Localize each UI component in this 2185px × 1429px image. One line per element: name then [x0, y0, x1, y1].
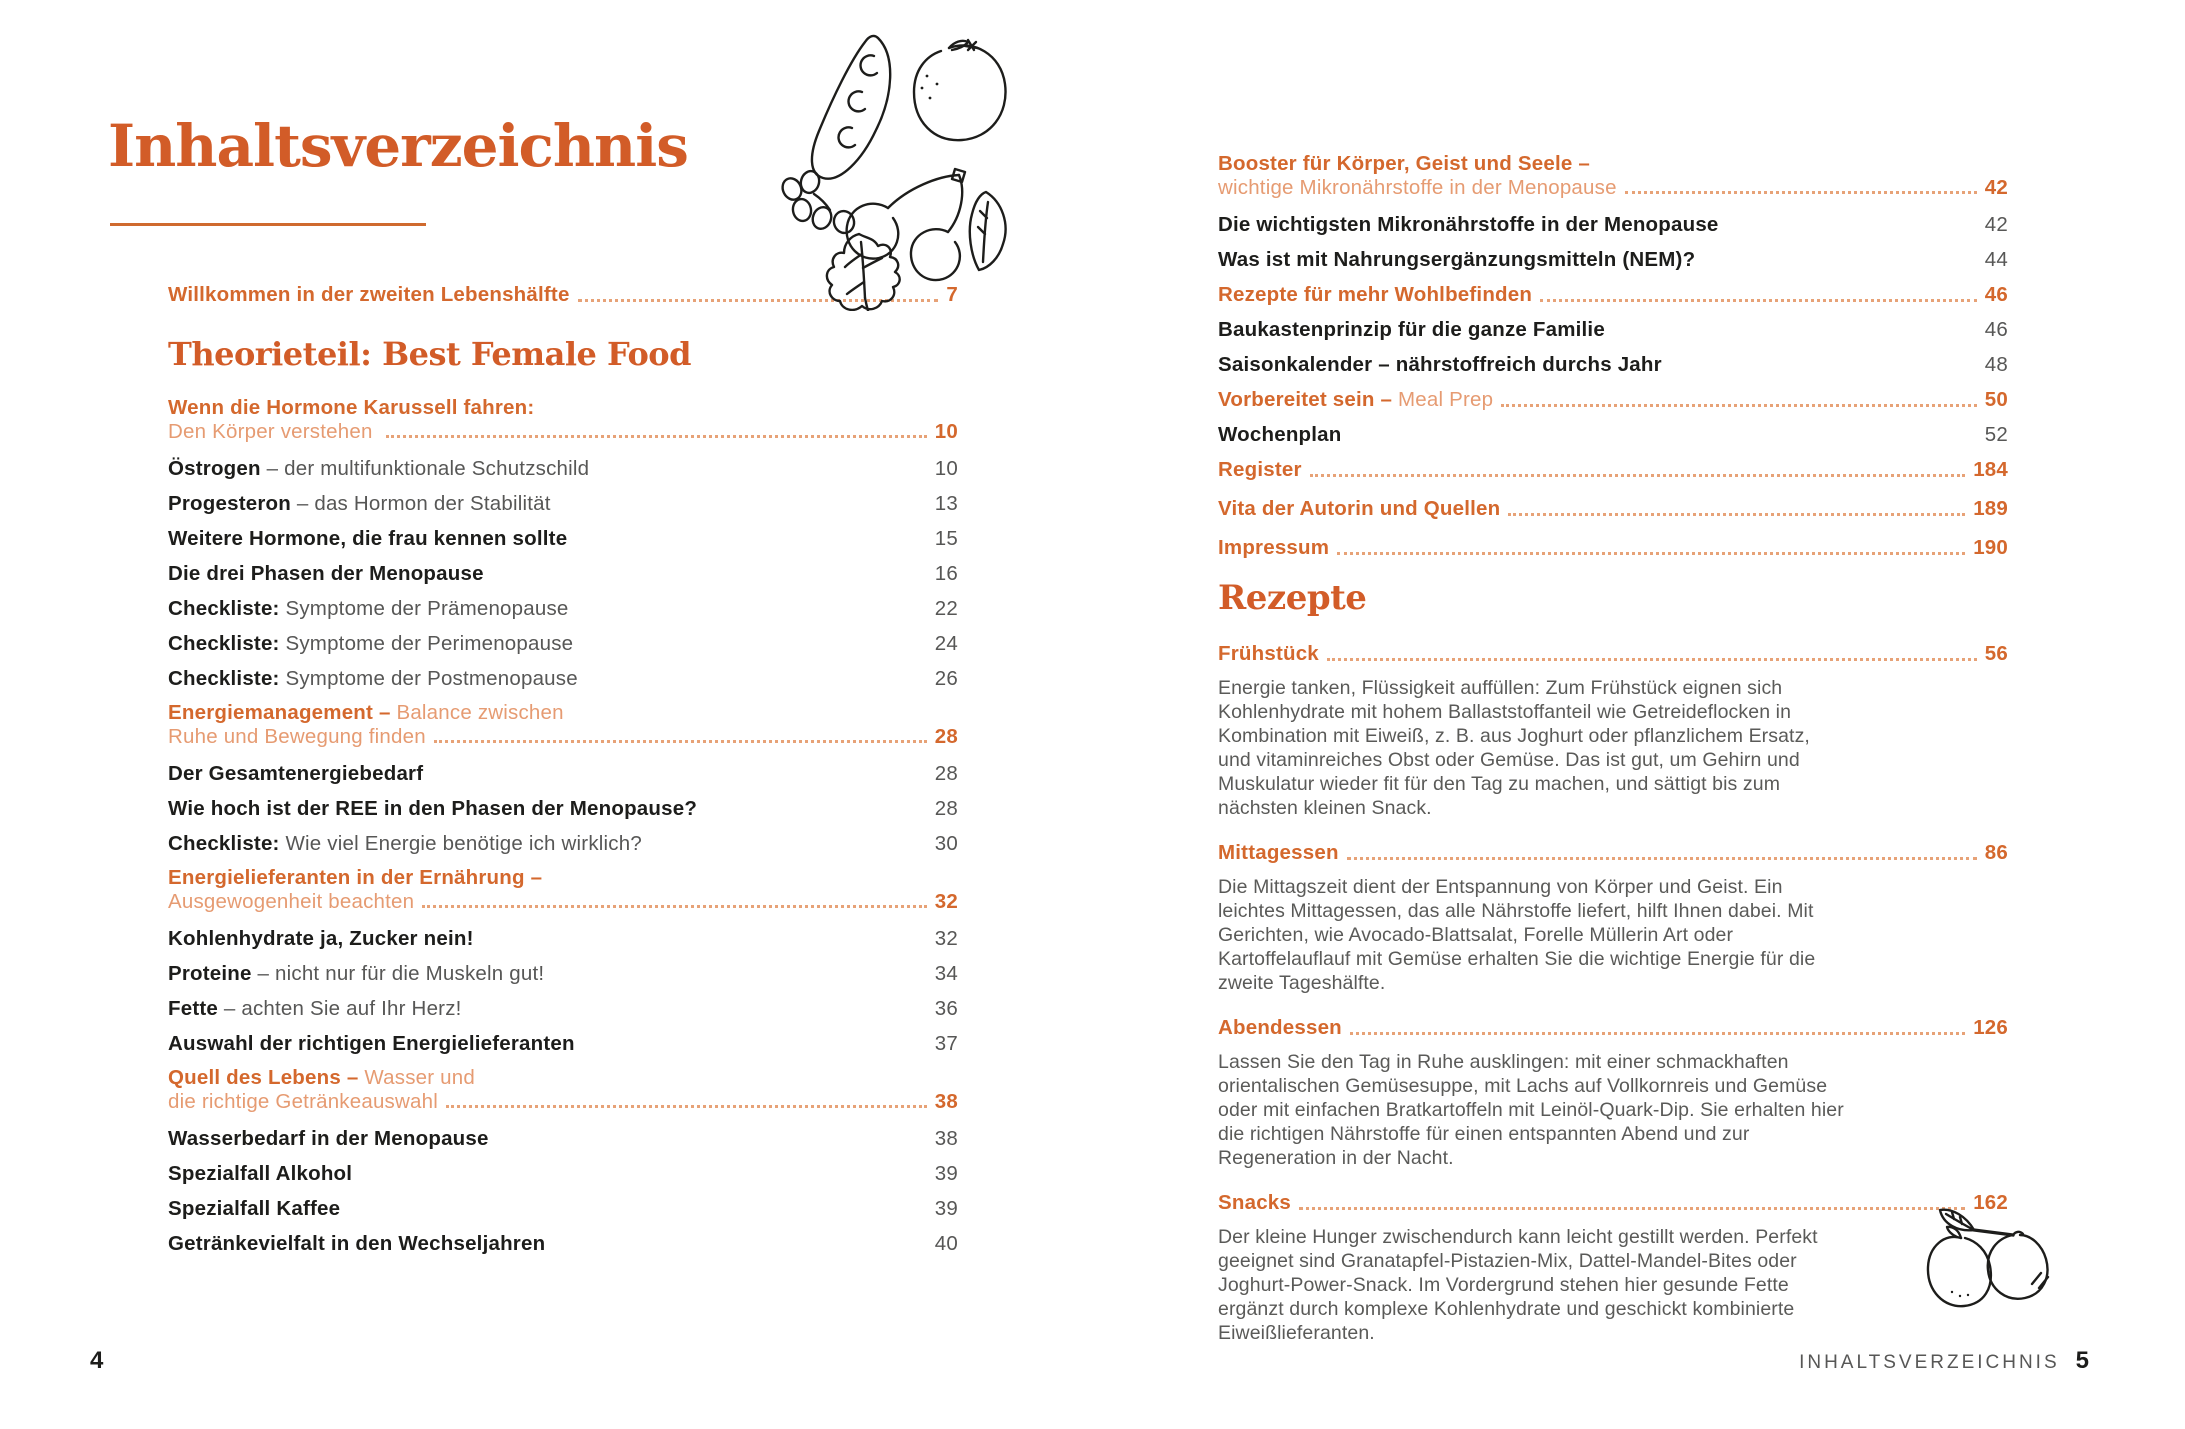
toc-entry-wasserbedarf: Wasserbedarf in der Menopause 38	[168, 1126, 958, 1150]
toc-entry-snacks: Snacks 162	[1218, 1191, 2008, 1214]
footer-chapter-label: INHALTSVERZEICHNIS	[1799, 1352, 2060, 1373]
toc-entry-weitere-hormone: Weitere Hormone, die frau kennen sollte 15	[168, 526, 958, 550]
toc-entry-fruehstueck: Frühstück 56	[1218, 642, 2008, 665]
toc-entry-meal-prep: Vorbereitet sein – Meal Prep 50	[1218, 388, 2008, 411]
toc-entry-ostrogen: Östrogen – der multifunktionale Schutzschild 10	[168, 456, 958, 480]
toc-entry-willkommen: Willkommen in der zweiten Lebenshälfte 7	[168, 282, 958, 306]
toc-entry-checkliste-perimenopause: Checkliste: Symptome der Perimenopause 24	[168, 631, 958, 655]
page-title: Inhaltsverzeichnis	[108, 112, 688, 180]
apples-sketch-icon	[1916, 1200, 2066, 1325]
recipe-block-snacks	[1218, 1190, 2008, 1345]
dot-leader	[434, 740, 927, 743]
toc-entry-spezialfall-kaffee: Spezialfall Kaffee 39	[168, 1196, 958, 1220]
dot-leader	[1501, 404, 1977, 407]
toc-entry-gesamtenergiebedarf: Der Gesamtenergiebedarf 28	[168, 761, 958, 785]
dot-leader	[386, 435, 926, 438]
toc-entry-abendessen: Abendessen 126	[1218, 1016, 2008, 1039]
produce-sketch-icon	[762, 26, 1027, 311]
dot-leader	[1299, 1207, 1965, 1210]
toc-entry-energielieferanten: Energielieferanten in der Ernährung – Ausgewogenheit beachten 32	[168, 865, 958, 913]
toc-entry-wochenplan: Wochenplan 52	[1218, 423, 2008, 446]
recipe-block-abendessen	[1218, 1015, 2008, 1170]
dot-leader	[446, 1105, 927, 1108]
dot-leader	[1350, 1032, 1965, 1035]
dot-leader	[422, 905, 927, 908]
recipe-description: Lassen Sie den Tag in Ruhe ausklingen: mit einer schmackhaften orientalischen Gemüsesuppe, mit Lachs auf Vollkornreis und Gemüse oder mit einfachen Bratkartoffeln mit Leinöl-Quark-Dip. Sie erhalten hier die richtigen Nährstoffe für einen entspannten Abend und zur Regeneration in der Nacht.	[1218, 1051, 1844, 1169]
toc-entry-wichtigste-mikronaehrstoffe: Die wichtigsten Mikronährstoffe in der Menopause 42	[1218, 213, 2008, 236]
toc-entry-fette: Fette – achten Sie auf Ihr Herz! 36	[168, 996, 958, 1020]
recipe-description: Energie tanken, Flüssigkeit auffüllen: Zum Frühstück eignen sich Kohlenhydrate mit hohem Ballaststoffanteil wie Getreideflocken in Kombination mit Eiweiß, z. B. aus Joghurt oder pflanzlichem Ersatz, und vitaminreiches Obst oder Gemüse. Das ist gut, um Gehirn und Muskulatur wieder fit für den Tag zu machen, und sättigt bis zum nächsten kleinen Snack.	[1218, 677, 1810, 819]
toc-entry-checkliste-energie: Checkliste: Wie viel Energie benötige ich wirklich? 30	[168, 831, 958, 855]
right-page	[1218, 152, 2008, 1365]
toc-left-column	[168, 282, 958, 1257]
dot-leader	[1540, 299, 1977, 302]
toc-entry-rezepte-wohlbefinden: Rezepte für mehr Wohlbefinden 46	[1218, 283, 2008, 306]
title-underline	[110, 223, 426, 226]
toc-entry-checkliste-praemenopause: Checkliste: Symptome der Prämenopause 22	[168, 596, 958, 620]
dot-leader	[1347, 857, 1977, 860]
toc-entry-mittagessen: Mittagessen 86	[1218, 841, 2008, 864]
toc-entry-getraenkevielfalt: Getränkevielfalt in den Wechseljahren 40	[168, 1231, 958, 1255]
toc-entry-impressum: Impressum 190	[1218, 536, 2008, 559]
dot-leader	[1310, 474, 1966, 477]
toc-entry-register: Register 184	[1218, 458, 2008, 481]
toc-entry-progesteron: Progesteron – das Hormon der Stabilität 13	[168, 491, 958, 515]
footer-right	[1799, 1347, 2089, 1375]
toc-entry-ree-phasen: Wie hoch ist der REE in den Phasen der Menopause? 28	[168, 796, 958, 820]
toc-entry-booster: Booster für Körper, Geist und Seele – wichtige Mikronährstoffe in der Menopause 42	[1218, 152, 2008, 199]
toc-entry-saisonkalender: Saisonkalender – nährstoffreich durchs Jahr 48	[1218, 353, 2008, 376]
toc-entry-vita-autorin: Vita der Autorin und Quellen 189	[1218, 497, 2008, 520]
recipe-block-fruehstueck	[1218, 641, 2008, 820]
toc-entry-drei-phasen: Die drei Phasen der Menopause 16	[168, 561, 958, 585]
toc-entry-checkliste-postmenopause: Checkliste: Symptome der Postmenopause 26	[168, 666, 958, 690]
toc-entry-proteine: Proteine – nicht nur für die Muskeln gut! 34	[168, 961, 958, 985]
page-number-left: 4	[90, 1347, 104, 1374]
dot-leader	[1337, 552, 1965, 555]
recipe-description: Der kleine Hunger zwischendurch kann leicht gestillt werden. Perfekt geeignet sind Granatapfel-Pistazien-Mix, Dattel-Mandel-Bites oder Joghurt-Power-Snack. Im Vordergrund stehen hier gesunde Fette ergänzt durch komplexe Kohlenhydrate und geschickt kombinierte Eiweißlieferanten.	[1218, 1226, 1818, 1344]
toc-entry-quell-des-lebens: Quell des Lebens – Wasser und die richtige Getränkeauswahl 38	[168, 1065, 958, 1113]
section-heading-rezepte: Rezepte	[1218, 578, 1367, 618]
toc-entry-spezialfall-alkohol: Spezialfall Alkohol 39	[168, 1161, 958, 1185]
toc-entry-auswahl-energielieferanten: Auswahl der richtigen Energielieferanten 37	[168, 1031, 958, 1055]
toc-entry-kohlenhydrate: Kohlenhydrate ja, Zucker nein! 32	[168, 926, 958, 950]
toc-entry-baukastenprinzip: Baukastenprinzip für die ganze Familie 46	[1218, 318, 2008, 341]
dot-leader	[1625, 191, 1977, 194]
dot-leader	[1327, 658, 1977, 661]
recipe-block-mittagessen	[1218, 840, 2008, 995]
toc-entry-nem: Was ist mit Nahrungsergänzungsmitteln (NEM)? 44	[1218, 248, 2008, 271]
toc-entry-hormone-karussell: Wenn die Hormone Karussell fahren: Den Körper verstehen 10	[168, 395, 958, 443]
toc-entry-energiemanagement: Energiemanagement – Balance zwischen Ruhe und Bewegung finden 28	[168, 700, 958, 748]
recipe-description: Die Mittagszeit dient der Entspannung von Körper und Geist. Ein leichtes Mittagessen, das alle Nährstoffe liefert, hilft Ihnen dabei. Mit Gerichten, wie Avocado-Blattsalat, Forelle Müllerin Art oder Kartoffelauflauf mit Gemüse erhalten Sie die wichtige Energie für die zweite Tageshälfte.	[1218, 876, 1816, 994]
page-number-right: 5	[2075, 1347, 2089, 1374]
dot-leader	[1508, 513, 1965, 516]
section-heading-theorieteil: Theorieteil: Best Female Food	[168, 334, 692, 373]
